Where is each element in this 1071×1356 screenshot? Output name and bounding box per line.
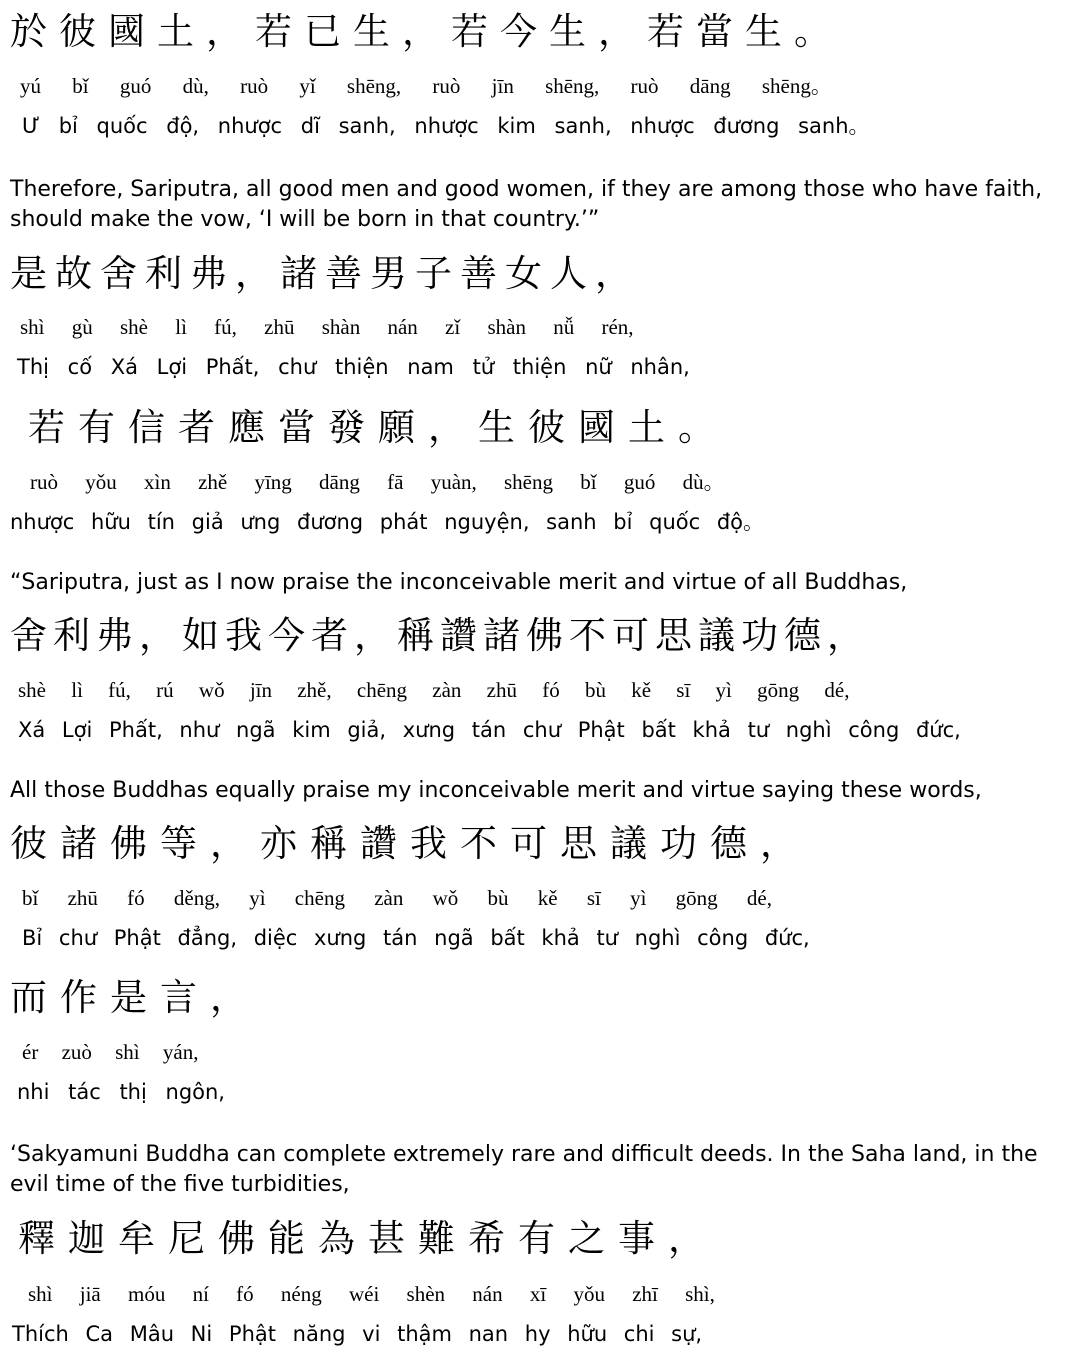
english-translation: Therefore, Sariputra, all good men and good women, if they are among those who have faith, should make the vow, ‘I will be born in that country.’”	[10, 177, 1043, 232]
chinese-line	[10, 614, 870, 658]
english-translation: “Sariputra, just as I now praise the inconceivable merit and virtue of all Buddhas,	[10, 570, 908, 595]
chinese-text: 是故舍利弗，諸善男子善女人，	[10, 252, 640, 295]
vietnamese-line: nhược hữu tín giả ưng đương phát nguyện, sanh bỉ quốc độ。	[10, 510, 764, 534]
chinese-text: 彼諸佛等，亦稱讚我不可思議功德，	[10, 822, 810, 865]
english-translation: All those Buddhas equally praise my inconceivable merit and virtue saying these words,	[10, 778, 982, 803]
vietnamese-line: Xá Lợi Phất, như ngã kim giả, xưng tán chư Phật bất khả tư nghì công đức,	[18, 718, 961, 742]
pinyin-line: ér zuò shì yán,	[22, 1040, 199, 1064]
chinese-line	[10, 976, 260, 1020]
chinese-text: 舍利弗，如我今者，稱讚諸佛不可思議功德，	[10, 614, 870, 657]
vietnamese-line: Bỉ chư Phật đẳng, diệc xưng tán ngã bất khả tư nghì công đức,	[22, 926, 810, 950]
vietnamese-line: nhi tác thị ngôn,	[17, 1080, 225, 1104]
chinese-line	[10, 252, 640, 296]
pinyin-line: shì jiā móu ní fó néng wéi shèn nán xī yǒu zhī shì,	[28, 1282, 715, 1306]
chinese-line	[10, 822, 810, 866]
pinyin-line: yú bǐ guó dù, ruò yǐ shēng, ruò jīn shēng, ruò dāng shēng。	[20, 74, 832, 98]
chinese-text: 若有信者應當發願，生彼國土。	[28, 406, 728, 449]
chinese-text: 於彼國土，若已生，若今生，若當生。	[10, 10, 843, 53]
chinese-line	[18, 1217, 718, 1261]
pinyin-line: shì gù shè lì fú, zhū shàn nán zǐ shàn nǚ rén,	[20, 315, 634, 339]
chinese-line	[10, 10, 843, 54]
pinyin-line: ruò yǒu xìn zhě yīng dāng fā yuàn, shēng bǐ guó dù。	[30, 470, 725, 494]
chinese-text: 而作是言，	[10, 976, 260, 1019]
chinese-text: 釋迦牟尼佛能為甚難希有之事，	[18, 1217, 718, 1260]
vietnamese-line: Thị cố Xá Lợi Phất, chư thiện nam tử thiện nữ nhân,	[17, 355, 690, 379]
pinyin-line: bǐ zhū fó děng, yì chēng zàn wǒ bù kě sī yì gōng dé,	[22, 886, 772, 910]
english-translation: ‘Sakyamuni Buddha can complete extremely rare and difficult deeds. In the Saha land, in the evil time of the five turbidities,	[10, 1142, 1038, 1197]
vietnamese-line: Thích Ca Mâu Ni Phật năng vi thậm nan hy hữu chi sự,	[12, 1322, 703, 1346]
vietnamese-line: Ư bỉ quốc độ, nhược dĩ sanh, nhược kim sanh, nhược đương sanh。	[22, 114, 870, 138]
chinese-line	[28, 406, 728, 450]
pinyin-line: shè lì fú, rú wǒ jīn zhě, chēng zàn zhū fó bù kě sī yì gōng dé,	[18, 678, 850, 702]
